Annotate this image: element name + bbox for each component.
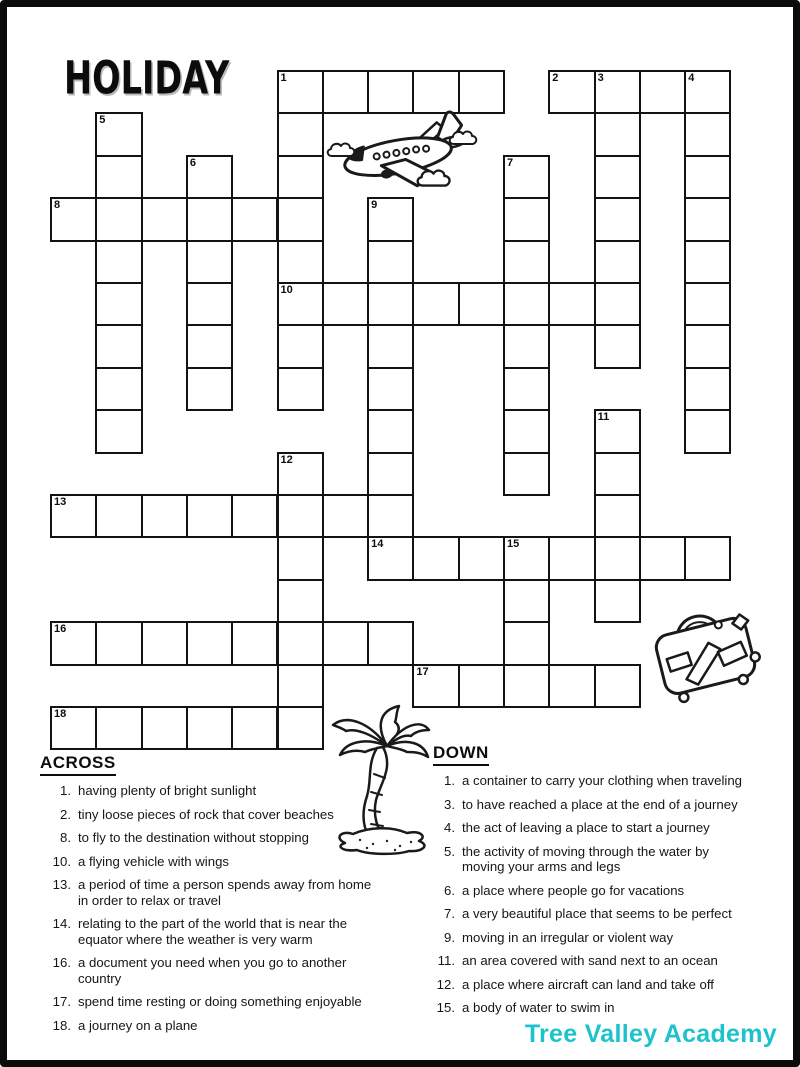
grid-cell[interactable]	[277, 367, 324, 411]
grid-cell[interactable]	[141, 621, 188, 665]
grid-cell[interactable]	[594, 494, 641, 538]
grid-cell[interactable]	[186, 494, 233, 538]
grid-cell[interactable]	[186, 367, 233, 411]
clue-item	[433, 906, 793, 922]
clue-text: the act of leaving a place to start a journey	[462, 820, 710, 835]
clue-item	[433, 773, 793, 789]
grid-cell[interactable]	[503, 409, 550, 453]
grid-cell[interactable]	[458, 70, 505, 114]
clue-number: 1.	[444, 773, 455, 788]
clue-text: spend time resting or doing something enjoyable	[78, 994, 362, 1009]
clue-text: a period of time a person spends away from home in order to relax or travel	[78, 877, 372, 908]
grid-cell[interactable]	[95, 367, 142, 411]
grid-cell-1[interactable]	[277, 70, 324, 114]
grid-cell[interactable]	[322, 621, 369, 665]
grid-cell[interactable]	[594, 282, 641, 326]
cell-number: 11	[597, 411, 610, 424]
grid-cell[interactable]	[503, 452, 550, 496]
grid-cell[interactable]	[594, 452, 641, 496]
clue-text: an area covered with sand next to an ocean	[462, 953, 718, 968]
grid-cell-4[interactable]	[684, 70, 731, 114]
grid-cell[interactable]	[95, 409, 142, 453]
clue-number: 5.	[444, 843, 455, 859]
clue-number: 10.	[52, 853, 71, 869]
clue-item	[433, 820, 793, 836]
grid-cell-6[interactable]	[186, 155, 233, 199]
cell-number: 1	[280, 72, 287, 84]
across-heading: ACROSS	[40, 753, 116, 776]
clue-text: a place where people go for vacations	[462, 882, 685, 898]
clue-number: 4.	[444, 820, 455, 835]
cell-number: 8	[54, 199, 61, 212]
grid-cell[interactable]	[141, 706, 188, 750]
grid-cell[interactable]	[548, 282, 595, 326]
grid-cell[interactable]	[277, 197, 324, 241]
grid-cell[interactable]	[367, 282, 414, 326]
grid-cell-13[interactable]	[50, 494, 97, 538]
grid-cell[interactable]	[186, 621, 233, 665]
grid-cell[interactable]	[277, 324, 324, 368]
clue-item	[433, 883, 793, 899]
down-section	[433, 743, 793, 1024]
down-heading: DOWN	[433, 743, 489, 766]
grid-cell-16[interactable]	[50, 621, 97, 665]
grid-cell[interactable]	[186, 706, 233, 750]
across-list	[40, 783, 392, 1033]
clue-item	[433, 977, 793, 993]
cell-number: 14	[371, 538, 384, 551]
grid-cell[interactable]	[367, 452, 414, 496]
grid-cell[interactable]	[594, 112, 641, 156]
grid-cell-3[interactable]	[594, 70, 641, 114]
grid-cell[interactable]	[503, 282, 550, 326]
clue-text: a journey on a plane	[78, 1017, 198, 1033]
clue-number: 18.	[52, 1017, 71, 1033]
clue-number: 16.	[52, 955, 71, 970]
grid-cell[interactable]	[231, 197, 278, 241]
grid-cell[interactable]	[503, 197, 550, 241]
grid-cell[interactable]	[594, 240, 641, 284]
grid-cell-10[interactable]	[277, 282, 324, 326]
grid-cell[interactable]	[594, 197, 641, 241]
grid-cell[interactable]	[684, 367, 731, 411]
grid-cell[interactable]	[684, 282, 731, 326]
cell-number: 10	[280, 284, 293, 296]
grid-cell-15[interactable]	[503, 536, 550, 580]
grid-cell[interactable]	[95, 621, 142, 665]
grid-cell-18[interactable]	[50, 706, 97, 750]
clue-item	[40, 783, 392, 799]
grid-cell[interactable]	[141, 494, 188, 538]
grid-cell[interactable]	[639, 70, 686, 114]
clue-text: a container to carry your clothing when traveling	[462, 773, 743, 788]
clue-number: 12.	[436, 976, 455, 992]
grid-cell-17[interactable]	[412, 664, 459, 708]
grid-cell-2[interactable]	[548, 70, 595, 114]
grid-cell[interactable]	[684, 536, 731, 580]
grid-cell[interactable]	[277, 494, 324, 538]
grid-cell[interactable]	[684, 197, 731, 241]
clue-text: the activity of moving through the water by moving your arms and legs	[462, 843, 710, 874]
clue-number: 3.	[444, 796, 455, 812]
grid-cell[interactable]	[277, 664, 324, 708]
cell-number: 13	[54, 496, 67, 508]
grid-cell[interactable]	[684, 155, 731, 199]
grid-cell[interactable]	[367, 324, 414, 368]
cell-number: 9	[371, 199, 378, 212]
grid-cell[interactable]	[548, 536, 595, 580]
airplane-icon	[320, 110, 495, 198]
clue-item	[40, 994, 392, 1010]
grid-cell[interactable]	[186, 240, 233, 284]
clue-number: 14.	[52, 916, 71, 931]
grid-cell[interactable]	[458, 664, 505, 708]
clue-text: to fly to the destination without stopping	[78, 830, 309, 845]
grid-cell[interactable]	[367, 240, 414, 284]
clue-number: 7.	[444, 906, 455, 921]
cell-number: 4	[688, 72, 695, 84]
grid-cell[interactable]	[594, 579, 641, 623]
clue-text: a body of water to swim in	[462, 1000, 615, 1015]
clue-number: 11.	[437, 953, 455, 968]
grid-cell[interactable]	[367, 409, 414, 453]
grid-cell[interactable]	[594, 536, 641, 580]
grid-cell[interactable]	[322, 282, 369, 326]
clue-text: moving in an irregular or violent way	[462, 929, 674, 945]
grid-cell[interactable]	[186, 324, 233, 368]
grid-cell[interactable]	[367, 621, 414, 665]
grid-cell[interactable]	[412, 282, 459, 326]
suitcase-icon	[643, 590, 768, 708]
grid-cell[interactable]	[277, 240, 324, 284]
clue-number: 6.	[444, 882, 455, 898]
grid-cell[interactable]	[231, 621, 278, 665]
grid-cell[interactable]	[412, 536, 459, 580]
grid-cell[interactable]	[277, 579, 324, 623]
clue-text: tiny loose pieces of rock that cover beaches	[78, 806, 334, 822]
grid-cell[interactable]	[684, 240, 731, 284]
grid-cell[interactable]	[186, 197, 233, 241]
grid-cell[interactable]	[277, 706, 324, 750]
clue-text: to have reached a place at the end of a journey	[462, 796, 738, 812]
grid-cell-5[interactable]	[95, 112, 142, 156]
clue-number: 9.	[444, 929, 455, 945]
grid-cell[interactable]	[458, 282, 505, 326]
clue-number: 2.	[60, 806, 71, 822]
grid-cell[interactable]	[95, 197, 142, 241]
clue-item	[40, 955, 392, 986]
cell-number: 16	[54, 623, 67, 636]
grid-cell[interactable]	[503, 240, 550, 284]
grid-cell[interactable]	[548, 664, 595, 708]
grid-cell[interactable]	[277, 536, 324, 580]
clue-number: 8.	[60, 830, 71, 845]
cell-number: 18	[54, 708, 67, 720]
grid-cell[interactable]	[322, 494, 369, 538]
clue-text: relating to the part of the world that is near the equator where the weather is very warm	[78, 916, 348, 947]
grid-cell[interactable]	[684, 324, 731, 368]
clue-item	[433, 797, 793, 813]
cell-number: 5	[99, 114, 106, 127]
clue-item	[40, 1018, 392, 1034]
grid-cell[interactable]	[367, 494, 414, 538]
grid-cell[interactable]	[367, 70, 414, 114]
clue-item	[40, 830, 392, 846]
grid-cell[interactable]	[277, 155, 324, 199]
clue-item	[433, 844, 793, 875]
cell-number: 12	[280, 453, 293, 466]
grid-cell[interactable]	[231, 494, 278, 538]
clue-text: a very beautiful place that seems to be perfect	[462, 906, 732, 921]
grid-cell[interactable]	[684, 112, 731, 156]
grid-cell[interactable]	[503, 621, 550, 665]
clue-number: 17.	[52, 994, 71, 1009]
grid-cell-14[interactable]	[367, 536, 414, 580]
grid-cell[interactable]	[594, 664, 641, 708]
grid-cell[interactable]	[594, 324, 641, 368]
clue-item	[433, 930, 793, 946]
grid-cell[interactable]	[684, 409, 731, 453]
cell-number: 2	[552, 72, 559, 84]
grid-cell-9[interactable]	[367, 197, 414, 241]
grid-cell[interactable]	[503, 664, 550, 708]
grid-cell[interactable]	[594, 155, 641, 199]
grid-cell[interactable]	[141, 197, 188, 241]
cell-number: 17	[416, 665, 429, 678]
across-section	[40, 753, 392, 1041]
grid-cell[interactable]	[503, 324, 550, 368]
grid-cell-12[interactable]	[277, 452, 324, 496]
clue-item	[40, 807, 392, 823]
clue-number: 13.	[52, 877, 71, 892]
cell-number: 6	[189, 156, 197, 169]
down-list	[433, 773, 793, 1016]
grid-cell[interactable]	[231, 706, 278, 750]
clue-item	[40, 916, 392, 947]
clue-item	[40, 854, 392, 870]
grid-cell[interactable]	[95, 240, 142, 284]
grid-cell[interactable]	[322, 70, 369, 114]
grid-cell[interactable]	[95, 324, 142, 368]
clue-text: a flying vehicle with wings	[78, 853, 229, 869]
grid-cell[interactable]	[639, 536, 686, 580]
grid-cell[interactable]	[95, 155, 142, 199]
grid-cell[interactable]	[503, 579, 550, 623]
clue-number: 1.	[60, 783, 71, 798]
clue-item	[40, 877, 392, 908]
grid-cell-8[interactable]	[50, 197, 97, 241]
grid-cell-11[interactable]	[594, 409, 641, 453]
grid-cell[interactable]	[95, 494, 142, 538]
grid-cell[interactable]	[277, 621, 324, 665]
grid-cell-7[interactable]	[503, 155, 550, 199]
grid-cell[interactable]	[95, 706, 142, 750]
clue-text: a place where aircraft can land and take off	[462, 976, 714, 992]
clue-item	[433, 1000, 793, 1016]
grid-cell[interactable]	[367, 367, 414, 411]
grid-cell[interactable]	[186, 282, 233, 326]
clue-text: a document you need when you go to another country	[78, 955, 347, 986]
cell-number: 3	[597, 72, 604, 84]
grid-cell[interactable]	[458, 536, 505, 580]
cell-number: 7	[507, 156, 514, 169]
grid-cell[interactable]	[412, 70, 459, 114]
clue-item	[433, 953, 793, 969]
page-title: HOLIDAY	[64, 52, 230, 105]
grid-cell[interactable]	[95, 282, 142, 326]
cell-number: 15	[507, 538, 520, 551]
footer-brand: Tree Valley Academy	[524, 1020, 777, 1048]
clue-text: having plenty of bright sunlight	[78, 783, 257, 798]
grid-cell[interactable]	[277, 112, 324, 156]
grid-cell[interactable]	[503, 367, 550, 411]
clue-number: 15.	[436, 1000, 455, 1015]
